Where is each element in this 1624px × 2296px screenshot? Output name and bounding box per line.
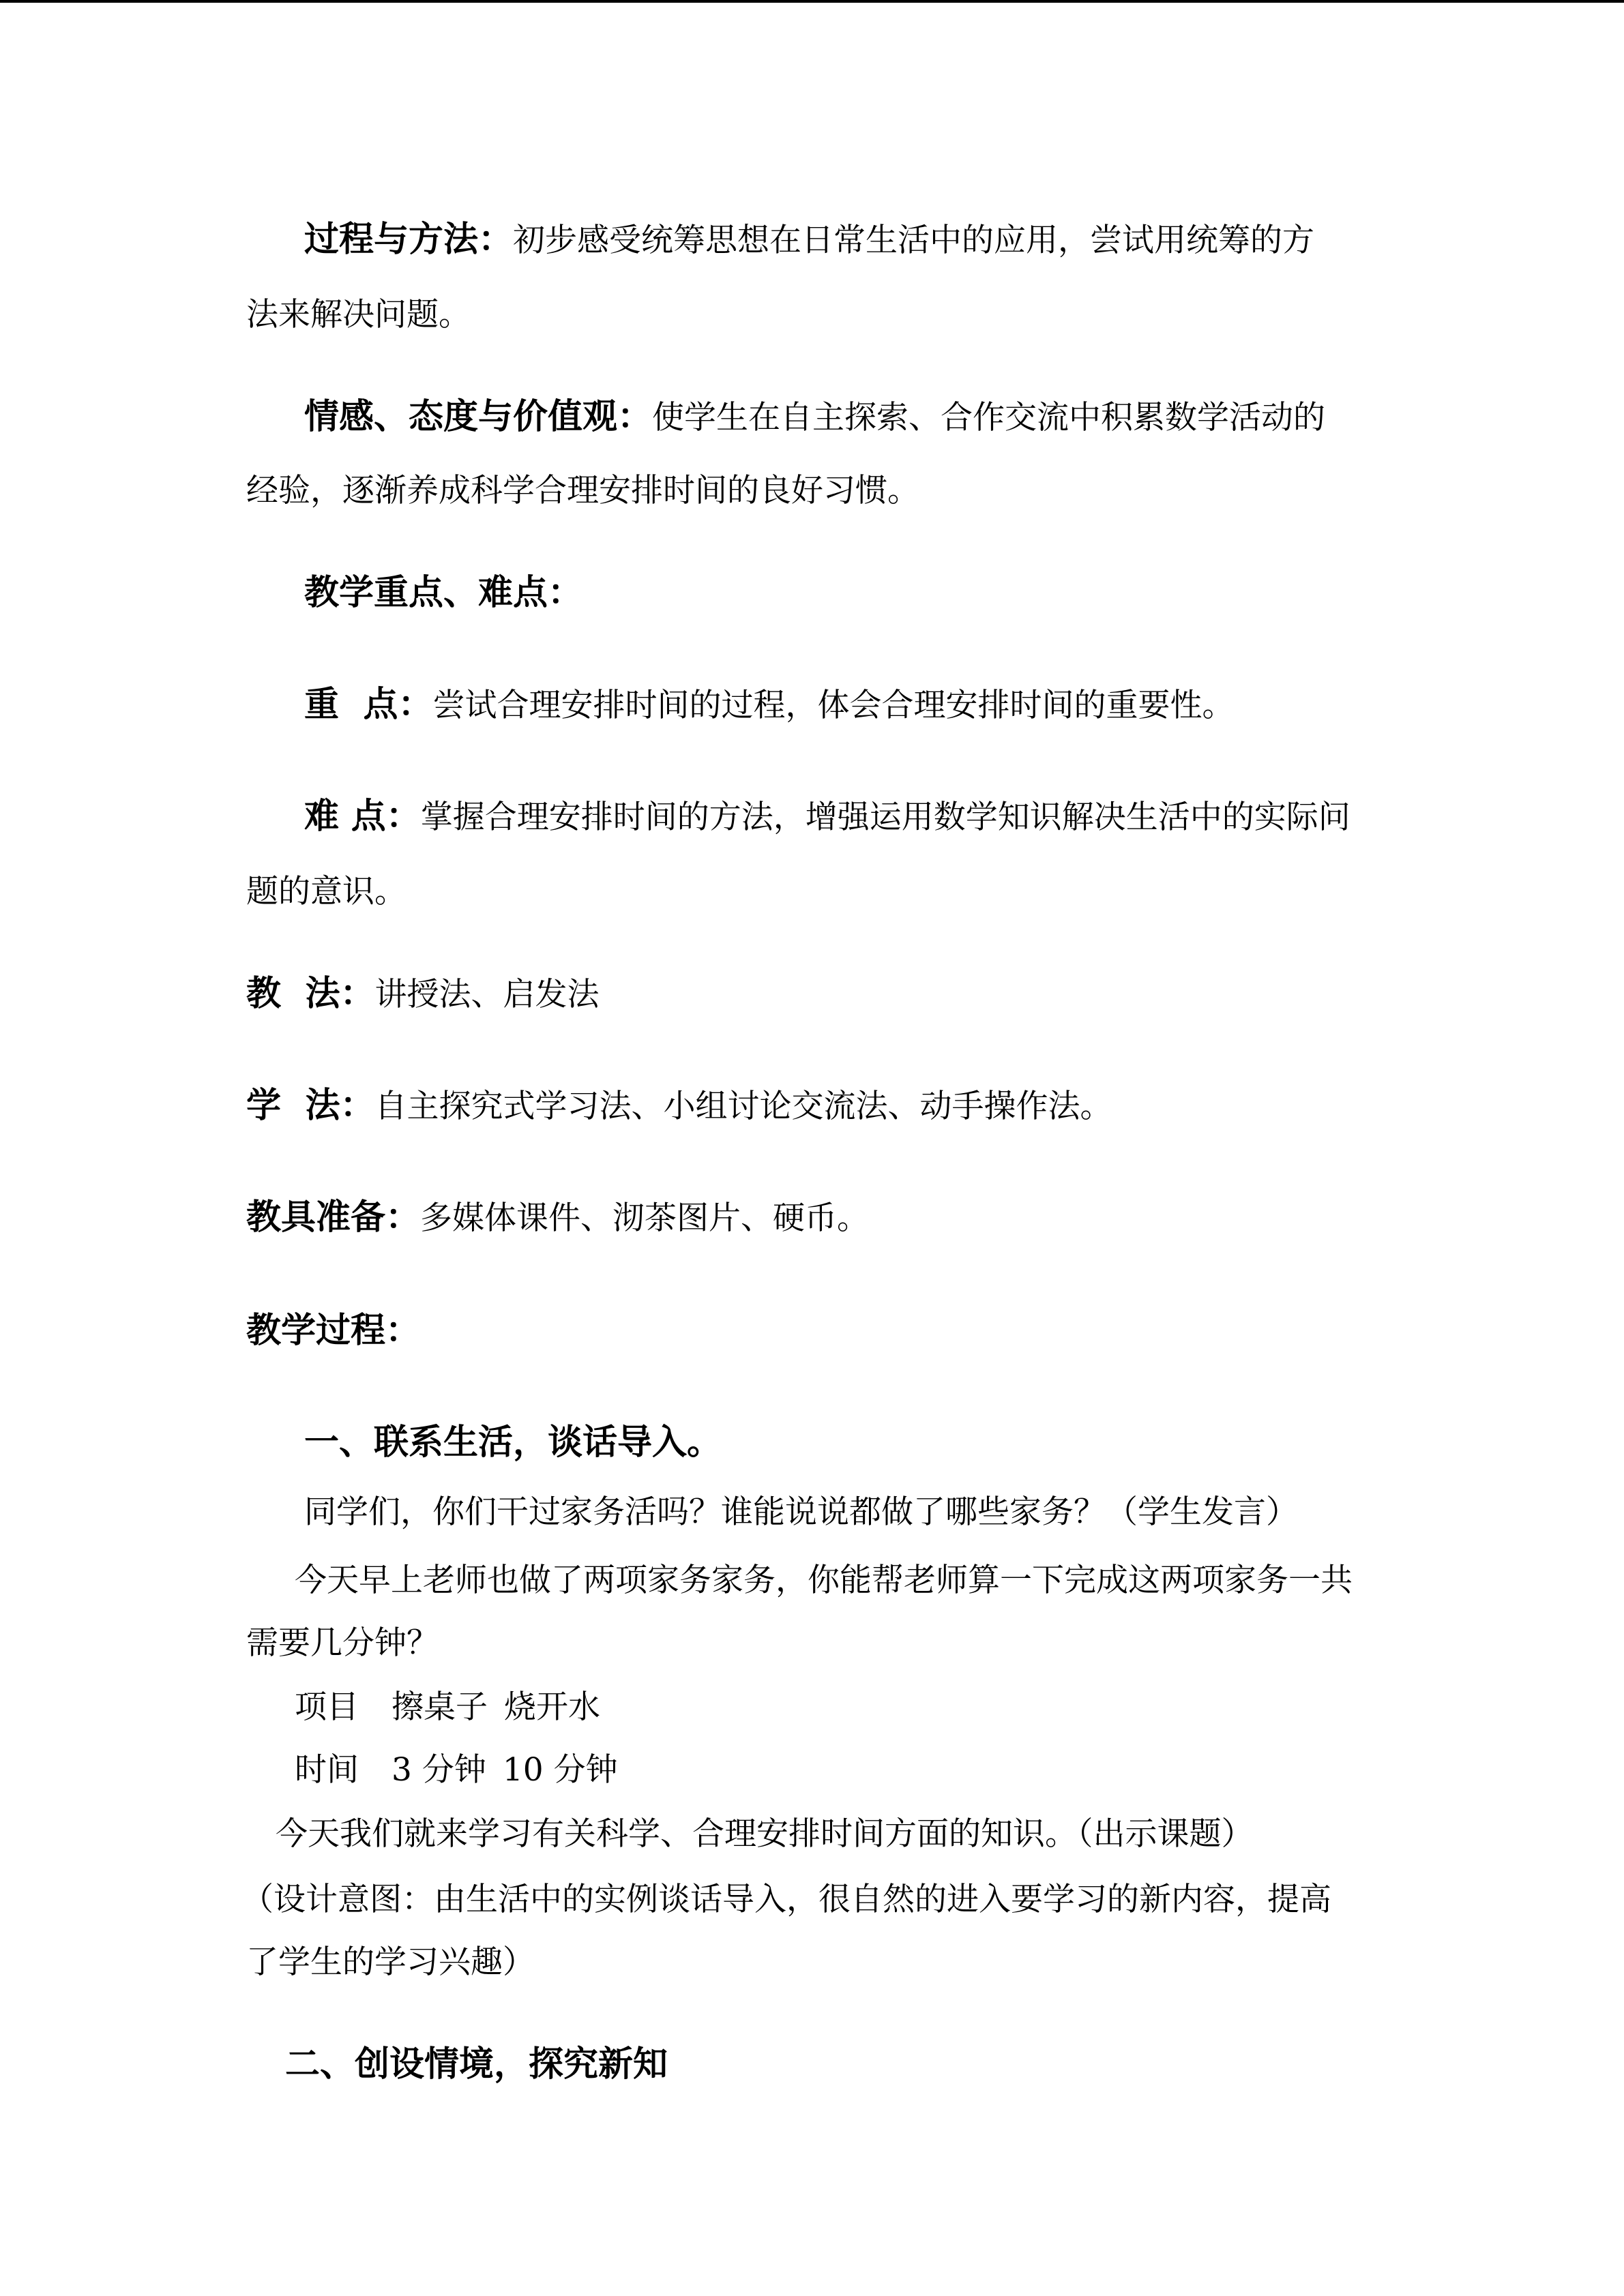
- emotion-attitude-label: 情感、态度与价值观：: [304, 397, 653, 437]
- chores-item-boil-water: 烧开水: [504, 1688, 600, 1726]
- section-2-title: 二、创设情境，探究新知: [285, 2044, 668, 2085]
- difficulty-label: 难 点：: [304, 796, 421, 837]
- teaching-process-heading: 教学过程：: [246, 1311, 421, 1351]
- chores-row-label-time: 时间: [295, 1751, 359, 1789]
- learning-method-text: 自主探究式学习法、小组讨论交流法、动手操作法。: [374, 1088, 1112, 1125]
- teaching-method-text: 讲授法、启发法: [374, 976, 600, 1013]
- teaching-tools-line: [246, 1197, 869, 1239]
- focus-text: 尝试合理安排时间的过程，体会合理安排时间的重要性。: [432, 687, 1235, 724]
- focus-label: 重 点：: [304, 685, 433, 725]
- focus-line: [304, 685, 1235, 726]
- process-method-label: 过程与方法：: [304, 220, 514, 260]
- section-1-paragraph-3: 今天我们就来学习有关科学、合理安排时间方面的知识。（出示课题）: [276, 1815, 1254, 1853]
- chores-table-row-time: [295, 1750, 618, 1791]
- teaching-tools-text: 多媒体课件、沏茶图片、硬币。: [420, 1199, 870, 1237]
- teaching-method-label: 教 法：: [246, 974, 375, 1014]
- difficulty-line-2: 题的意识。: [246, 873, 407, 910]
- difficulty-text-1: 掌握合理安排时间的方法，增强运用数学知识解决生活中的实际问: [420, 799, 1350, 836]
- teaching-tools-label: 教具准备：: [246, 1197, 421, 1238]
- design-intent-line-2: 了学生的学习兴趣）: [246, 1943, 535, 1981]
- key-points-heading: 教学重点、难点：: [304, 573, 583, 613]
- design-intent-line-1: （设计意图：由生活中的实例谈话导入，很自然的进入要学习的新内容，提高: [241, 1881, 1331, 1918]
- section-1-paragraph-2-line-1: 今天早上老师也做了两项家务家务，你能帮老师算一下完成这两项家务一共: [295, 1562, 1353, 1599]
- difficulty-line-1: [304, 796, 1350, 838]
- chores-item-wipe-table: 擦桌子: [392, 1688, 488, 1726]
- chores-row-label-item: 项目: [295, 1688, 359, 1726]
- emotion-attitude-line-2: 经验，逐渐养成科学合理安排时间的良好习惯。: [246, 472, 919, 509]
- emotion-attitude-line-1: [304, 397, 1325, 438]
- process-method-line-2: 法来解决问题。: [246, 296, 471, 333]
- learning-method-line: [246, 1086, 1112, 1127]
- learning-method-label: 学 法：: [246, 1086, 375, 1126]
- chores-table-row-item: [295, 1687, 600, 1728]
- section-1-paragraph-1: 同学们，你们干过家务活吗？谁能说说都做了哪些家务？（学生发言）: [304, 1493, 1298, 1531]
- section-1-paragraph-2-line-2: 需要几分钟？: [246, 1624, 439, 1662]
- teaching-method-line: [246, 974, 600, 1015]
- process-method-text-1: 初步感受统筹思想在日常生活中的应用，尝试用统筹的方: [513, 222, 1315, 259]
- chores-time-boil-water: 10 分钟: [502, 1751, 618, 1789]
- emotion-attitude-text-1: 使学生在自主探索、合作交流中积累数学活动的: [652, 399, 1326, 436]
- process-method-line-1: [304, 220, 1314, 261]
- chores-time-wipe-table: 3 分钟: [392, 1751, 486, 1789]
- section-1-title: 一、联系生活，谈话导入。: [304, 1422, 722, 1463]
